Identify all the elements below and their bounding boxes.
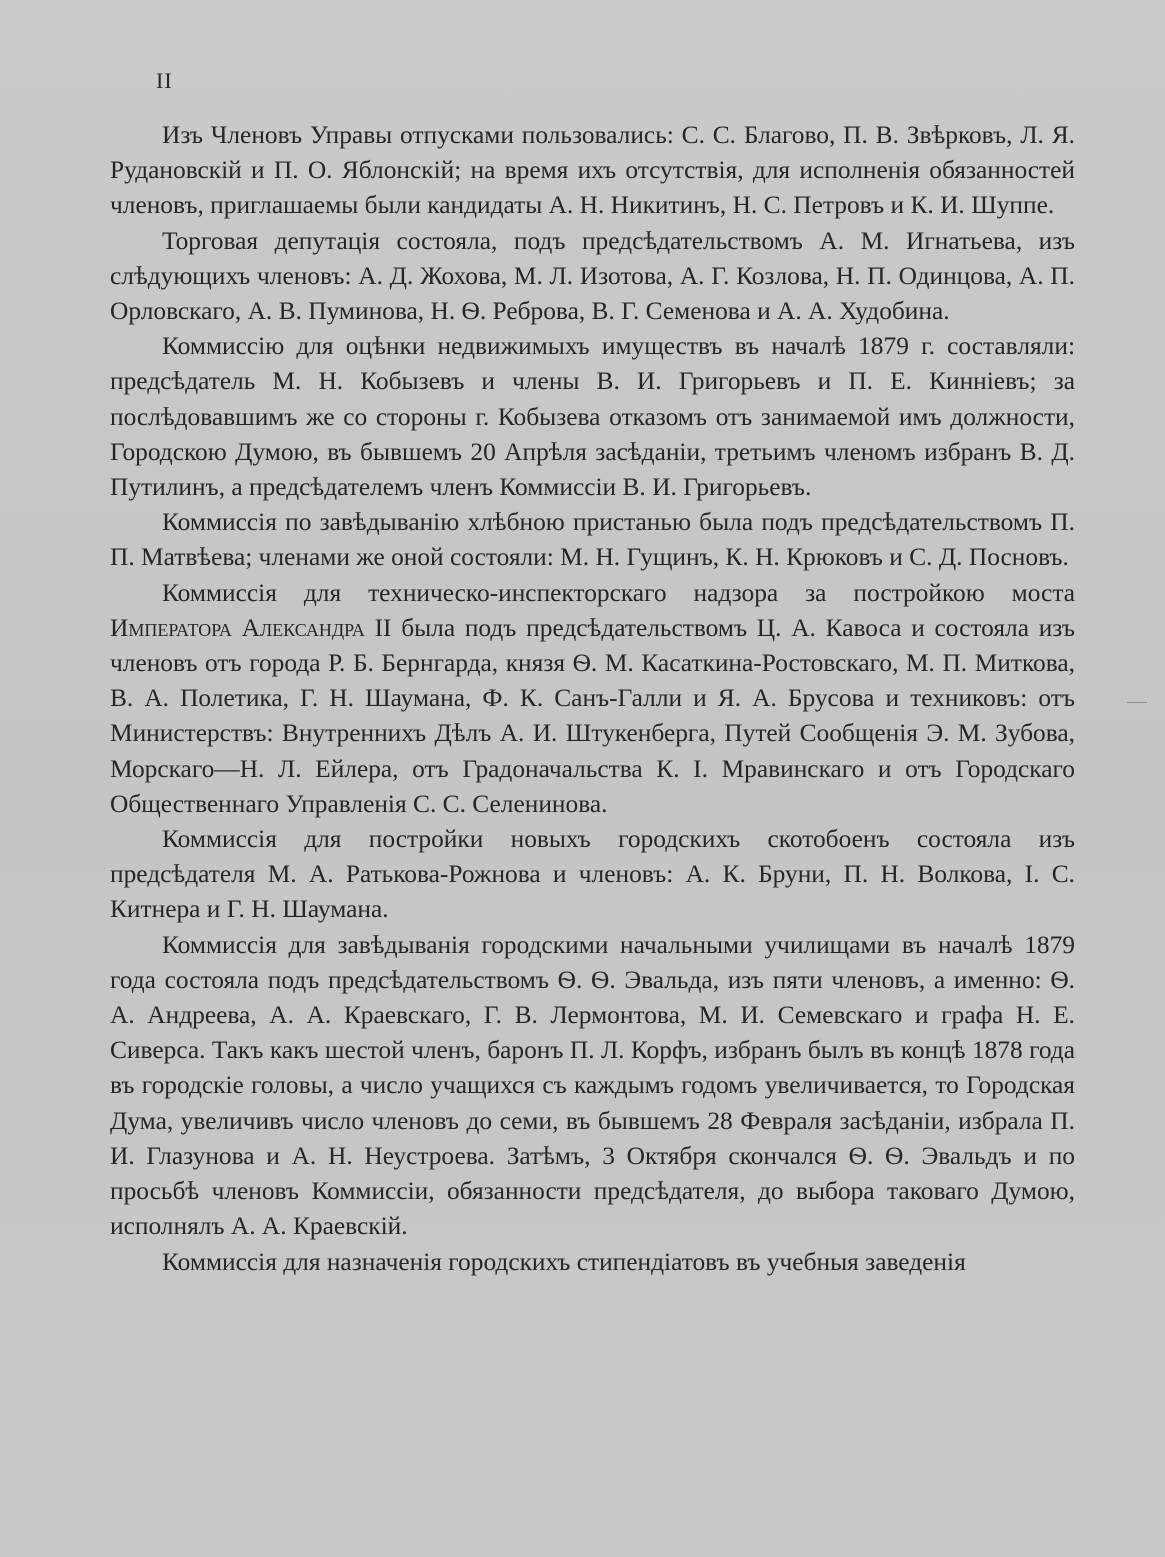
bridge-text-after: II была подъ предсѣдательствомъ Ц. А. Кавоса и состояла изъ членовъ отъ города Р. Б. Бернгарда, князя Ѳ. М. Касаткина-Ростовскаго, М. П. Миткова, В. А. Полетика, Г. Н. Шаумана, Ф. К. Санъ-Галли и Я. А. Брусова и техниковъ: отъ Министерствъ: Внутреннихъ Дѣлъ А. И. Штукенберга, Путей Сообщенія Э. М. Зубова, Морскаго—Н. Л. Ейлера, отъ Градоначальства К. І. Мравинскаго и отъ Городскаго Общественнаго Управленія С. С. Селенинова.	[110, 613, 1076, 818]
page-edge-mark	[1127, 702, 1147, 703]
paragraph-scholarship-commission: Коммиссія для назначенія городскихъ стипендіатовъ въ учебныя заведенія	[162, 1247, 966, 1276]
paragraph-slaughterhouse-commission: Коммиссія для постройки новыхъ городскихъ скотобоенъ состояла изъ предсѣдателя М. А. Ратькова-Рожнова и членовъ: А. К. Бруни, П. Н. Волкова, І. С. Китнера и Г. Н. Шаумана.	[110, 825, 1075, 924]
paragraph-members-leave: Изъ Членовъ Управы отпусками пользовались: С. С. Благово, П. В. Звѣрковъ, Л. Я. Рудановскій и П. О. Яблонскій; на время ихъ отсутствія, для исполненія обязанностей членовъ, приглашаемы были кандидаты А. Н. Никитинъ, Н. С. Петровъ и К. И. Шуппе.	[110, 121, 1075, 220]
paragraph-bridge-commission	[110, 576, 1075, 822]
emperor-name-smallcaps: Императора Александра	[110, 613, 365, 642]
page-number: II	[156, 68, 173, 93]
bridge-text-before: Коммиссія для техническо-инспекторскаго надзора за постройкою моста	[162, 578, 1075, 607]
body-text	[110, 118, 1075, 1280]
paragraph-valuation-commission: Коммиссію для оцѣнки недвижимыхъ имуществъ въ началѣ 1879 г. составляли: предсѣдатель М. Н. Кобызевъ и члены В. И. Григорьевъ и П. Е. Кинніевъ; за послѣдовавшимъ же со стороны г. Кобызева отказомъ отъ занимаемой имъ должности, Городскою Думою, въ бывшемъ 20 Апрѣля засѣданіи, третьимъ членомъ избранъ В. Д. Путилинъ, а предсѣдателемъ членъ Коммиссіи В. И. Григорьевъ.	[110, 332, 1075, 502]
paragraph-grain-wharf-commission: Коммиссія по завѣдыванію хлѣбною пристанью была подъ предсѣдательствомъ П. П. Матвѣева; членами же оной состояли: М. Н. Гущинъ, К. Н. Крюковъ и С. Д. Посновъ.	[110, 508, 1075, 572]
paragraph-trade-deputation: Торговая депутація состояла, подъ предсѣдательствомъ А. М. Игнатьева, изъ слѣдующихъ членовъ: А. Д. Жохова, М. Л. Изотова, А. Г. Козлова, Н. П. Одинцова, А. П. Орловскаго, А. В. Пуминова, Н. Ѳ. Реброва, В. Г. Семенова и А. А. Худобина.	[110, 226, 1075, 326]
paragraph-schools-commission: Коммиссія для завѣдыванія городскими начальными училищами въ началѣ 1879 года состояла подъ предсѣдательствомъ Ѳ. Ѳ. Эвальда, изъ пяти членовъ, а именно: Ѳ. А. Андреева, А. А. Краевскаго, Г. В. Лермонтова, М. И. Семевскаго и графа Н. Е. Сиверса. Такъ какъ шестой членъ, баронъ П. Л. Корфъ, избранъ былъ въ концѣ 1878 года въ городскіе головы, а число учащихся съ каждымъ годомъ увеличивается, то Городская Дума, увеличивъ число членовъ до семи, въ бывшемъ 28 Февраля засѣданіи, избрала П. И. Глазунова и А. Н. Неустроева. Затѣмъ, 3 Октября скончался Ѳ. Ѳ. Эвальдъ и по просьбѣ членовъ Коммиссіи, обязанности предсѣдателя, до выбора таковаго Думою, исполнялъ А. А. Краевскій.	[110, 930, 1075, 1241]
